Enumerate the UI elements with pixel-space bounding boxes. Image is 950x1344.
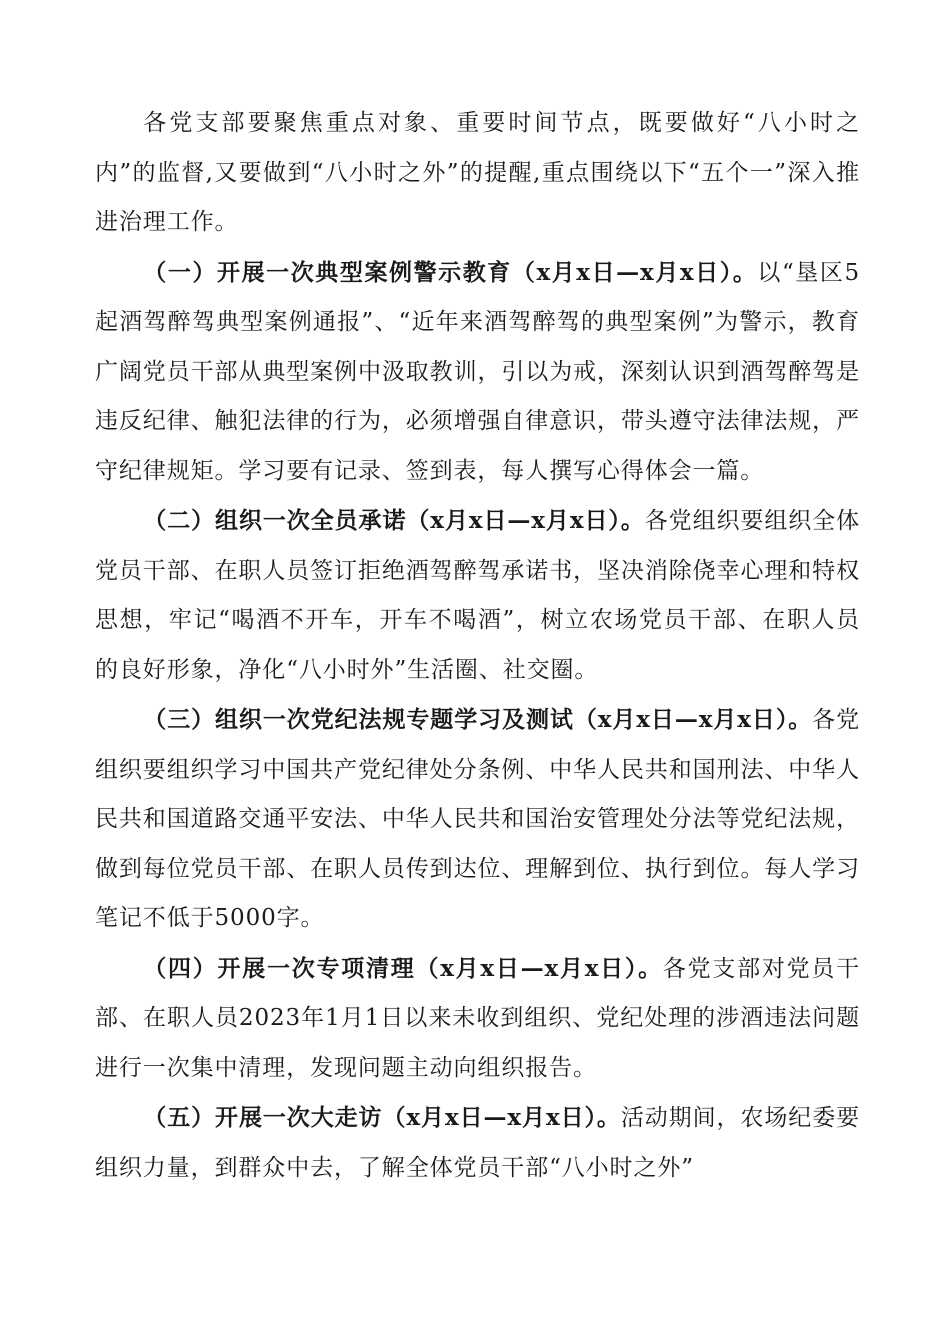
section-2-paragraph (95, 496, 860, 695)
intro-paragraph (95, 98, 860, 248)
section-1-text: 以“垦区5起酒驾醉驾典型案例通报”、“近年来酒驾醉驾的典型案例”为警示，教育广阔党员干部从典型案例中汲取教训，引以为戒，深刻认识到酒驾醉驾是违反纪律、触犯法律的行为，必须增强自律意识，带头遵守法律法规，严守纪律规矩。学习要有记录、签到表，每人撰写心得体会一篇。 (95, 259, 860, 484)
section-1-paragraph (95, 248, 860, 497)
section-5-text: 活动期间，农场纪委要组织力量，到群众中去，了解全体党员干部“八小时之外” (95, 1105, 861, 1181)
section-2-heading: （二）组织一次全员承诺（x月x日—x月x日）。 (143, 507, 645, 534)
section-4-text: 各党支部对党员干部、在职人员2023年1月1日以来未收到组织、党纪处理的涉酒违法问题进行一次集中清理，发现问题主动向组织报告。 (95, 955, 860, 1081)
section-2-text: 各党组织要组织全体党员干部、在职人员签订拒绝酒驾醉驾承诺书，坚决消除侥幸心理和特权思想，牢记“喝酒不开车，开车不喝酒”，树立农场党员干部、在职人员的良好形象，净化“八小时外”生活圈、社交圈。 (95, 508, 860, 683)
section-5-heading: （五）开展一次大走访（x月x日—x月x日）。 (143, 1104, 621, 1131)
section-4-heading: （四）开展一次专项清理（x月x日—x月x日）。 (143, 954, 663, 982)
section-3-text: 各党组织要组织学习中国共产党纪律处分条例、中华人民共和国刑法、中华人民共和国道路交通平安法、中华人民共和国治安管理处分法等党纪法规，做到每位党员干部、在职人员传到达位、理解到位、执行到位。每人学习笔记不低于5000字。 (95, 707, 860, 931)
paragraph-text: 各党支部要聚焦重点对象、重要时间节点，既要做好“八小时之内”的监督,又要做到“八小时之外”的提醒,重点围绕以下“五个一”深入推进治理工作。 (95, 110, 860, 235)
document-body (95, 98, 860, 1193)
section-3-heading: （三）组织一次党纪法规专题学习及测试（x月x日—x月x日）。 (143, 706, 813, 733)
section-1-heading: （一）开展一次典型案例警示教育（x月x日—x月x日）。 (143, 258, 758, 286)
section-5-paragraph (95, 1093, 860, 1193)
section-3-paragraph (95, 695, 860, 944)
section-4-paragraph (95, 944, 860, 1094)
